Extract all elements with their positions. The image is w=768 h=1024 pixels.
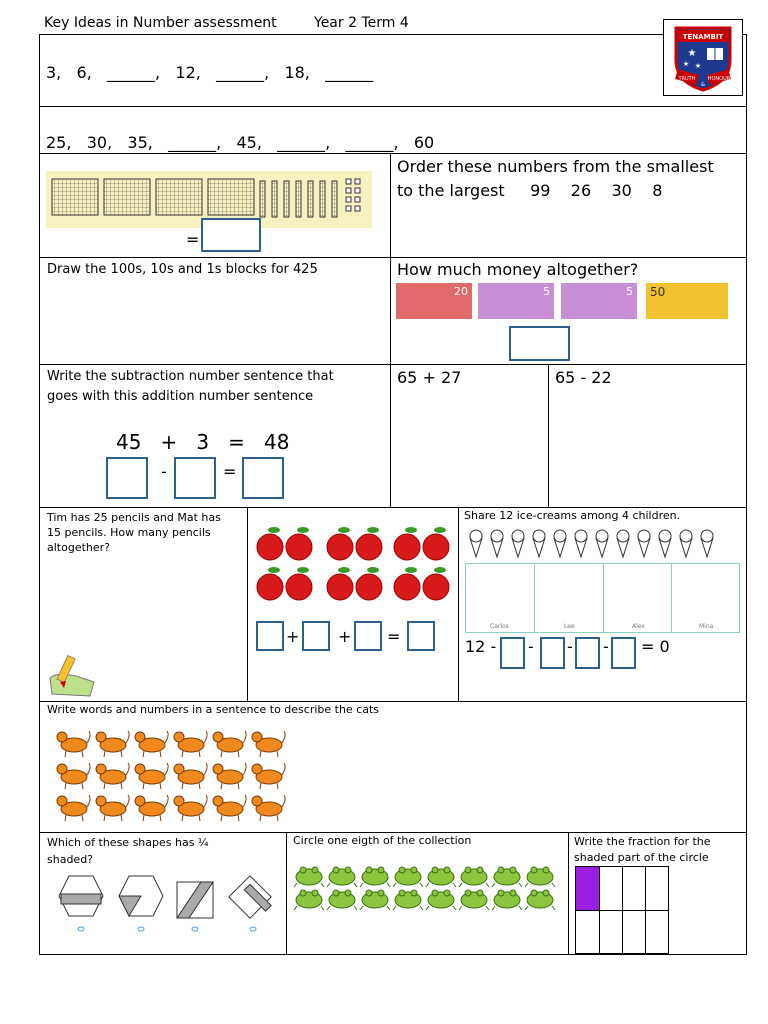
subtraction-box-1[interactable] (106, 457, 148, 499)
icecream-eq-end: = 0 (641, 637, 670, 656)
shapes-question: Which of these shapes has ¼ shaded? (47, 836, 209, 866)
icecream-box-4[interactable] (611, 637, 636, 669)
frogs-question: Circle one eigth of the collection (293, 834, 472, 847)
logo-text-top: TENAMBIT (682, 33, 724, 41)
icecream-minus-2: - (567, 637, 573, 656)
school-logo (663, 19, 743, 96)
worksheet-title: Key Ideas in Number assessment (44, 15, 277, 31)
icecreams-image (468, 529, 720, 559)
problem-65-plus-27: 65 + 27 (397, 368, 462, 387)
icecream-eq-start: 12 - (465, 637, 497, 656)
banknote-20: 20 (396, 283, 472, 319)
blocks-answer-box[interactable] (201, 218, 261, 252)
icecream-box-2[interactable] (540, 637, 565, 669)
apples-plus-2: + (338, 627, 352, 646)
subtraction-minus: - (161, 462, 167, 481)
logo-text-right: HONOUR (707, 76, 731, 82)
cats-image (56, 727, 292, 823)
money-answer-box[interactable] (509, 326, 570, 361)
icecream-box-1[interactable] (500, 637, 525, 669)
problem-65-minus-22: 65 - 22 (555, 368, 612, 387)
apples-box-1[interactable] (256, 621, 284, 651)
order-question-line1: Order these numbers from the smallest (397, 157, 714, 176)
fraction-grid (575, 866, 669, 954)
banknote-5-b: 5 (561, 283, 637, 319)
subtraction-box-2[interactable] (174, 457, 216, 499)
term-label: Year 2 Term 4 (314, 15, 409, 31)
icecream-box-3[interactable] (575, 637, 600, 669)
apples-box-3[interactable] (354, 621, 382, 651)
svg-text:★: ★ (682, 60, 690, 68)
subtraction-equals: = (223, 462, 237, 481)
shapes-image (55, 874, 279, 934)
shaded-cell (576, 867, 599, 910)
banknote-50: 50 (646, 283, 728, 319)
apples-image (252, 521, 456, 609)
pencil-icon (46, 654, 98, 698)
frogs-image (294, 864, 556, 912)
icecream-question: Share 12 ice-creams among 4 children. (464, 509, 681, 522)
apples-box-2[interactable] (302, 621, 330, 651)
logo-text-left: TRUTH (678, 76, 696, 82)
money-question: How much money altogether? (397, 260, 639, 279)
subtraction-box-3[interactable] (242, 457, 284, 499)
share-mats: Carlos Lee Alex Mina (465, 563, 740, 633)
apples-box-4[interactable] (407, 621, 435, 651)
blocks-equals: = (186, 230, 200, 249)
banknote-5-a: 5 (478, 283, 554, 319)
sequence-2: 25, 30, 35, ______, 45, ______, ______, 60 (46, 133, 435, 152)
apples-equals: = (387, 627, 401, 646)
icecream-minus-1: - (528, 637, 534, 656)
order-question-line2: to the largest 99 26 30 8 (397, 181, 663, 200)
cats-question: Write words and numbers in a sentence to describe the cats (47, 703, 380, 716)
logo-text-mid: & (701, 82, 705, 88)
fraction-question: Write the fraction for the shaded part of the circle (574, 835, 711, 864)
apples-plus-1: + (286, 627, 300, 646)
subtraction-line1: Write the subtraction number sentence that (47, 369, 334, 384)
svg-text:★: ★ (687, 48, 697, 59)
svg-text:★: ★ (694, 62, 702, 70)
subtraction-line2: goes with this addition number sentence (47, 389, 314, 404)
draw-blocks-question: Draw the 100s, 10s and 1s blocks for 425 (47, 262, 318, 277)
addition-sentence: 45 + 3 = 48 (116, 430, 290, 454)
sequence-1: 3, 6, ______, 12, ______, 18, ______ (46, 63, 374, 82)
icecream-minus-3: - (603, 637, 609, 656)
pencils-question: Tim has 25 pencils and Mat has 15 pencils. How many pencils altogether? (47, 511, 221, 554)
